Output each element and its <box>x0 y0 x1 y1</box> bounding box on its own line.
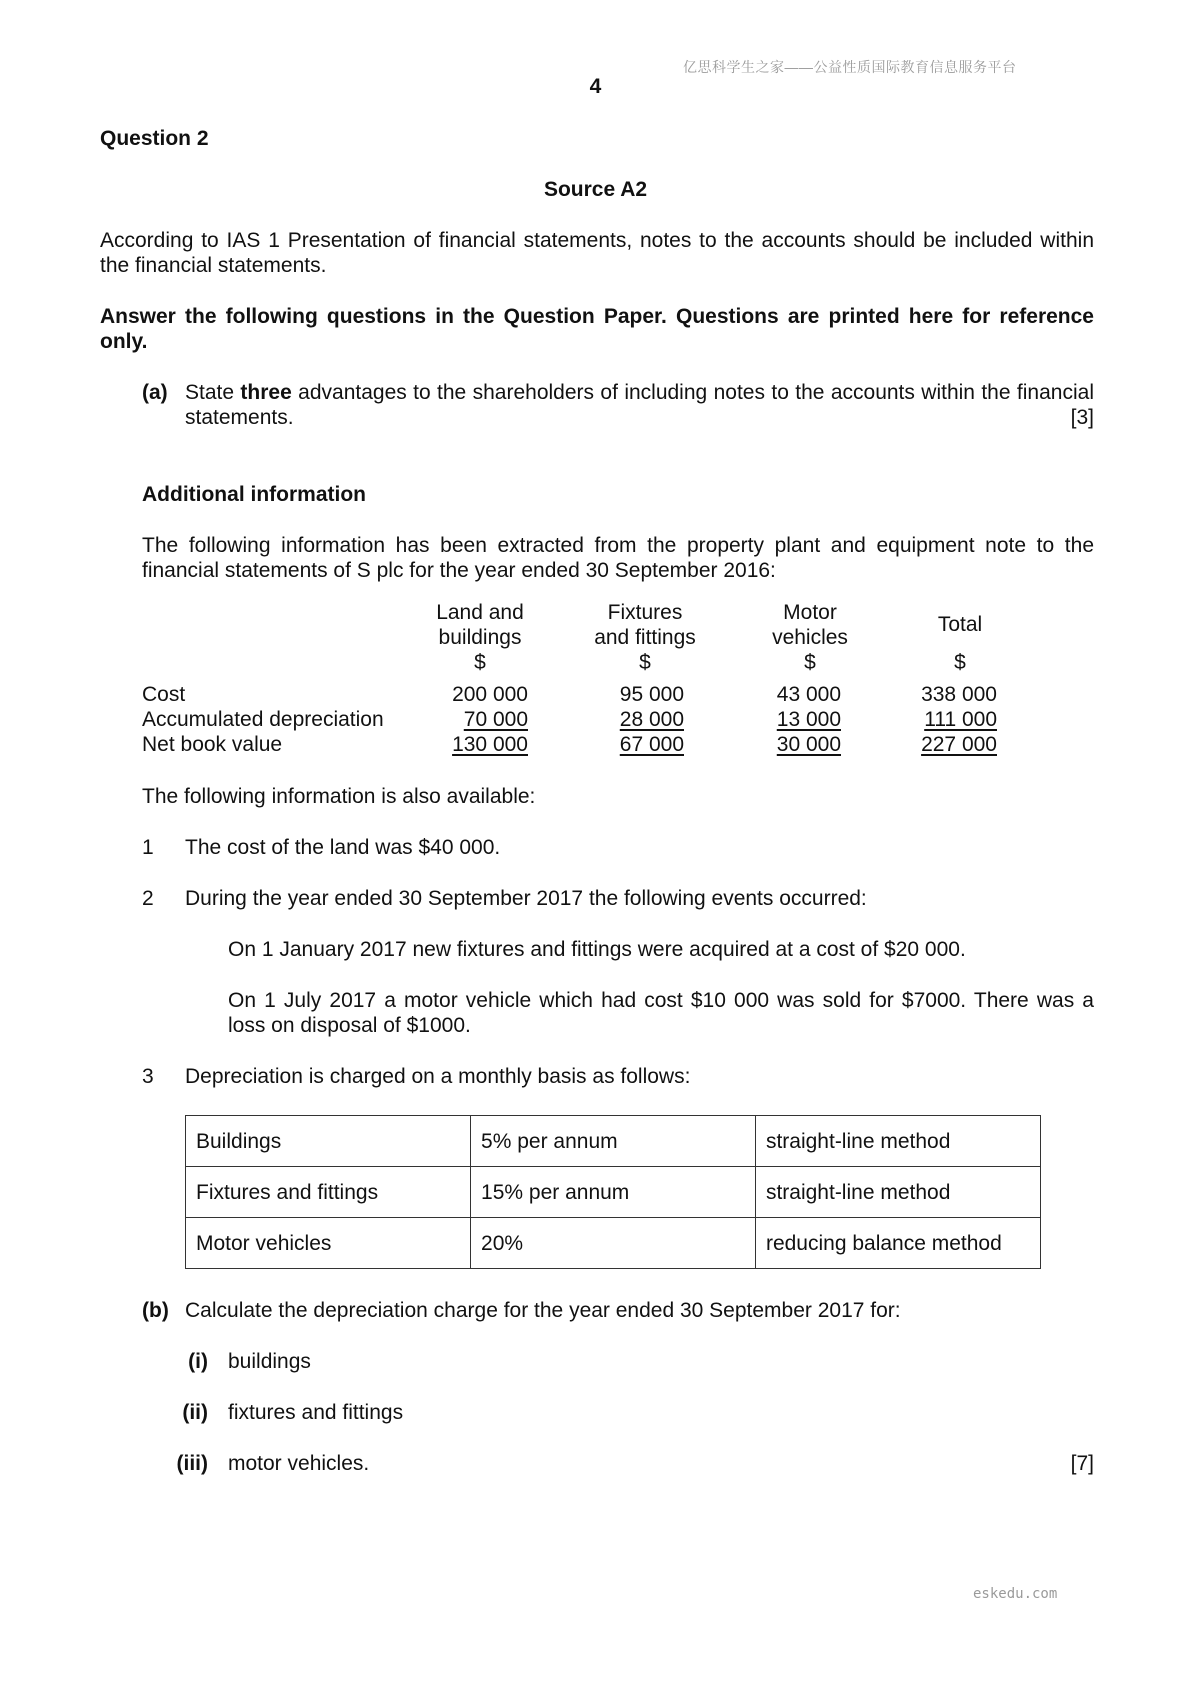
question-title: Question 2 <box>100 127 209 150</box>
table-cell: straight-line method <box>755 1167 1040 1218</box>
table-cell: straight-line method <box>755 1116 1040 1167</box>
table-cell: Fixtures and fittings <box>186 1167 471 1218</box>
part-a-question: State three advantages to the shareholders of including notes to the accounts within the financial statements. <box>185 381 1094 429</box>
table-cell: 5% per annum <box>471 1116 756 1167</box>
ppe-col-header: Land and buildings $ <box>436 601 524 674</box>
ppe-col-header: Motor vehicles $ <box>772 601 848 674</box>
item-number: 3 <box>142 1065 154 1088</box>
ppe-cell: 70 000 <box>463 708 528 731</box>
subpart-label: (iii) <box>176 1452 208 1475</box>
intro-paragraph: According to IAS 1 Presentation of financial statements, notes to the accounts should be included within the financial statements. <box>100 229 1094 277</box>
event-text: On 1 July 2017 a motor vehicle which had cost $10 000 was sold for $7000. There was a loss on disposal of $1000. <box>228 989 1094 1037</box>
ppe-cell: 13 000 <box>776 708 841 731</box>
ppe-cell: 130 000 <box>452 733 528 756</box>
subpart-text: motor vehicles. <box>228 1452 370 1475</box>
item-text: The cost of the land was $40 000. <box>185 836 501 859</box>
item-number: 2 <box>142 887 154 910</box>
ppe-cell: 43 000 <box>776 683 841 706</box>
part-b-question: Calculate the depreciation charge for the year ended 30 September 2017 for: <box>185 1299 901 1322</box>
source-title: Source A2 <box>543 178 648 201</box>
ppe-cell: 95 000 <box>619 683 684 706</box>
ppe-cell: 111 000 <box>924 708 997 731</box>
ppe-row-label: Cost <box>142 683 186 706</box>
table-row <box>186 1167 1041 1218</box>
ppe-col-unit: $ <box>954 651 966 674</box>
item-text: During the year ended 30 September 2017 the following events occurred: <box>185 887 867 910</box>
subpart-text: buildings <box>228 1350 311 1373</box>
watermark-top: 亿思科学生之家——公益性质国际教育信息服务平台 <box>683 59 1017 75</box>
table-row <box>186 1116 1041 1167</box>
subpart-label: (ii) <box>182 1401 208 1424</box>
item-number: 1 <box>142 836 154 859</box>
part-b-marks: [7] <box>1070 1452 1094 1475</box>
part-a-emphasis: three <box>240 381 292 404</box>
part-a-marks: [3] <box>1070 406 1094 429</box>
also-available-text: The following information is also available: <box>142 785 536 808</box>
subpart-text: fixtures and fittings <box>228 1401 404 1424</box>
extract-paragraph: The following information has been extracted from the property plant and equipment note to the financial statements of S plc for the year ended 30 September 2016: <box>142 534 1094 582</box>
ppe-cell: 338 000 <box>921 683 997 706</box>
ppe-row-label: Net book value <box>142 733 283 756</box>
additional-info-title: Additional information <box>142 483 366 506</box>
part-a-label: (a) <box>142 381 168 404</box>
table-cell: Motor vehicles <box>186 1218 471 1269</box>
ppe-row-label: Accumulated depreciation <box>142 708 384 731</box>
page-number: 4 <box>589 75 602 98</box>
table-cell: 20% <box>471 1218 756 1269</box>
watermark-bottom: eskedu.com <box>973 1586 1058 1602</box>
ppe-cell: 200 000 <box>452 683 528 706</box>
table-cell: reducing balance method <box>755 1218 1040 1269</box>
ppe-col-header: Total <box>937 613 983 636</box>
ppe-cell: 67 000 <box>619 733 684 756</box>
table-row <box>186 1218 1041 1269</box>
event-text: On 1 January 2017 new fixtures and fittings were acquired at a cost of $20 000. <box>228 938 966 961</box>
depreciation-rates-table <box>185 1115 1041 1269</box>
item-text: Depreciation is charged on a monthly basis as follows: <box>185 1065 691 1088</box>
table-cell: 15% per annum <box>471 1167 756 1218</box>
ppe-cell: 30 000 <box>776 733 841 756</box>
subpart-label: (i) <box>188 1350 208 1373</box>
ppe-cell: 227 000 <box>921 733 997 756</box>
ppe-col-header: Fixtures and fittings $ <box>594 601 696 674</box>
instruction-paragraph: Answer the following questions in the Question Paper. Questions are printed here for reference only. <box>100 305 1094 353</box>
part-b-label: (b) <box>142 1299 169 1322</box>
ppe-cell: 28 000 <box>619 708 684 731</box>
table-cell: Buildings <box>186 1116 471 1167</box>
